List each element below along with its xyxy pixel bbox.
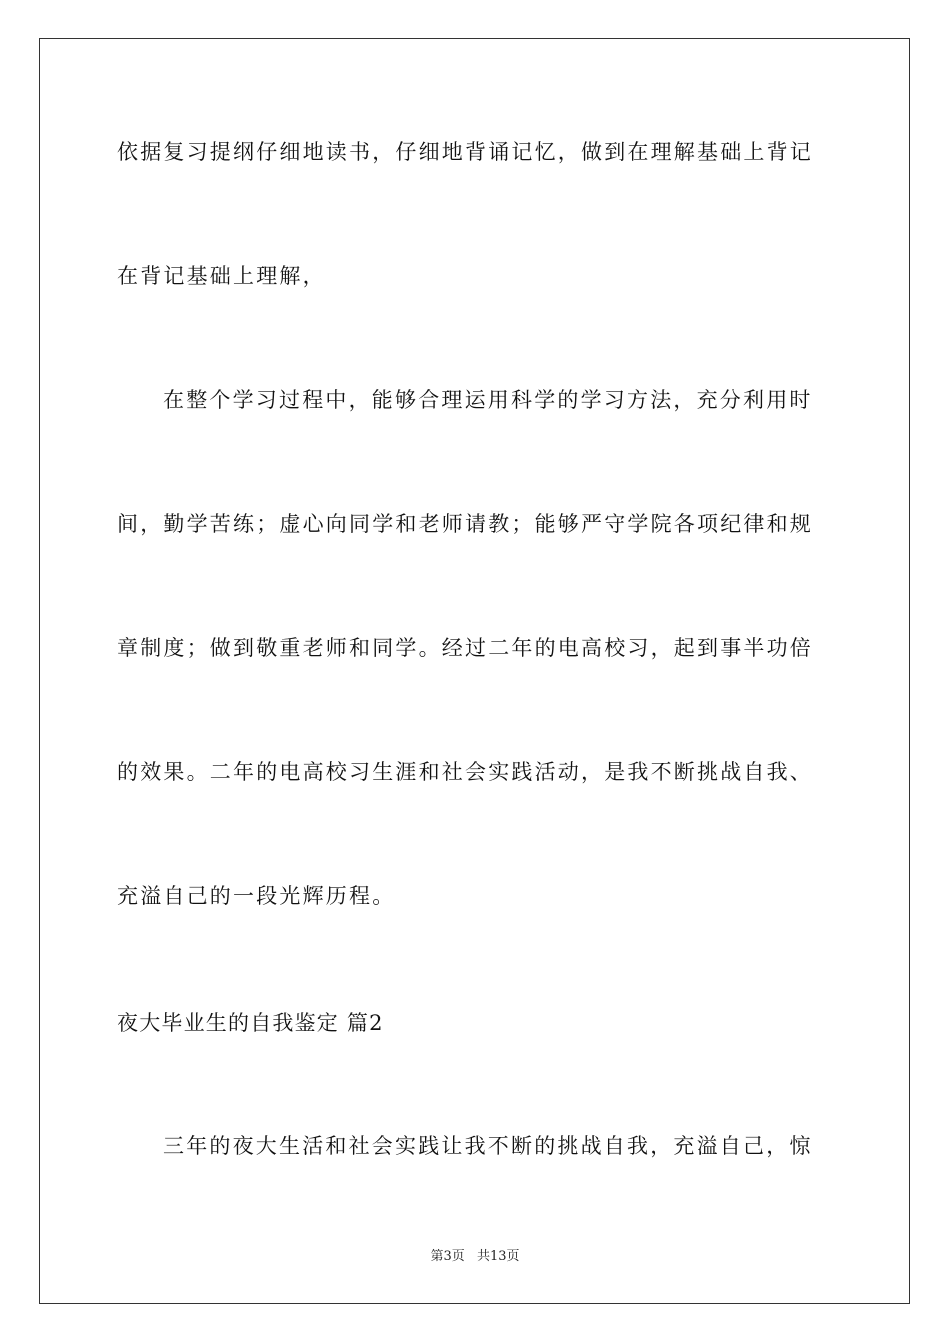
page-number: 第3页 xyxy=(430,1249,465,1264)
section-heading: 夜大毕业生的自我鉴定 篇2 xyxy=(117,1011,384,1035)
page-footer xyxy=(0,1249,950,1265)
paragraph-first-line: 三年的夜大生活和社会实践让我不断的挑战自我，充溢自己，惊 xyxy=(163,1134,813,1158)
page-total: 共13页 xyxy=(476,1249,520,1264)
body-text-line: 依据复习提纲仔细地读书，仔细地背诵记忆，做到在理解基础上背记 xyxy=(117,140,813,164)
paragraph-first-line: 在整个学习过程中，能够合理运用科学的学习方法，充分利用时 xyxy=(163,388,813,412)
body-text-line: 充溢自己的一段光辉历程。 xyxy=(117,884,396,908)
body-text-line: 章制度；做到敬重老师和同学。经过二年的电高校习，起到事半功倍 xyxy=(117,636,813,660)
body-text-line: 在背记基础上理解， xyxy=(117,264,326,288)
body-text-line: 的效果。二年的电高校习生涯和社会实践活动，是我不断挑战自我、 xyxy=(117,760,813,784)
body-text-line: 间，勤学苦练；虚心向同学和老师请教；能够严守学院各项纪律和规 xyxy=(117,512,813,536)
page-border xyxy=(39,38,910,1304)
